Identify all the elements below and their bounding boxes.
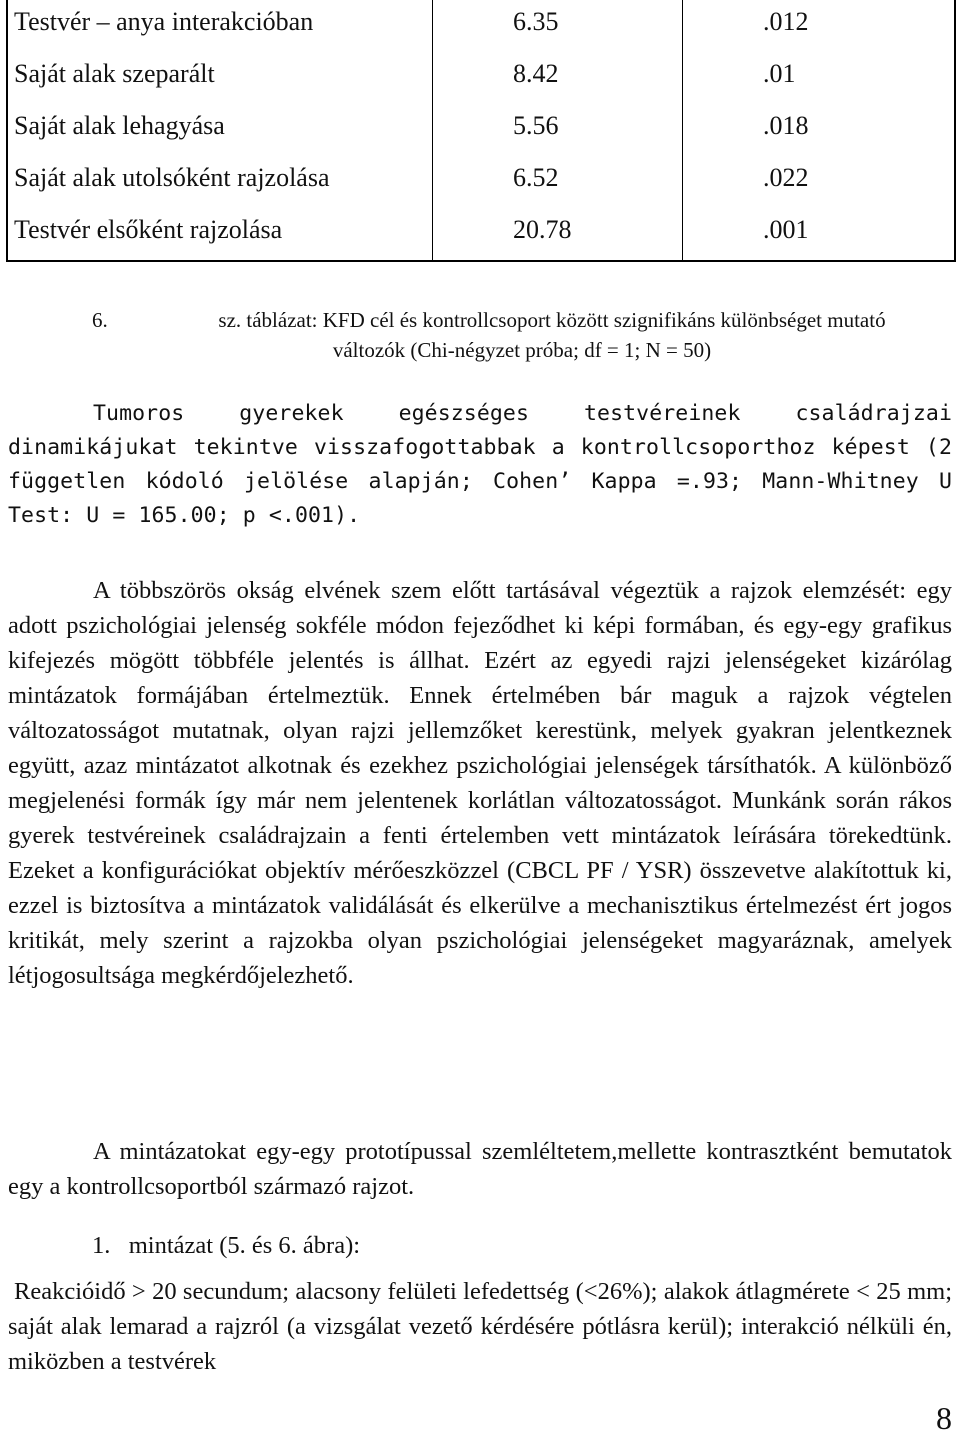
table-cell-p: .01 [763, 59, 796, 88]
table-cell-p: .022 [763, 163, 809, 192]
caption-line-2: változók (Chi-négyzet próba; df = 1; N = 50) [332, 338, 712, 362]
table-cell-p: .012 [763, 7, 809, 36]
results-table [6, 0, 956, 262]
paragraph-methodology: A többszörös okság elvének szem előtt tartásával végeztük a rajzok elemzését: egy adott pszichológiai jelenség sokféle módon fejeződhet ki képi formában, és egy-egy grafikus kifejezés mögött többféle jelentés is állhat. Ezért az egyedi rajzi jelenségeket kizárólag mintázatok formájában értelmeztük. Ennek értelmében bár maguk a rajzok végtelen változatosságot mutatnak, olyan rajzi jellemzőket kerestünk, melyek gyakran jelentkeznek együtt, azaz mintázatot alkotnak és ezekhez pszichológiai jelenségek társíthatók. A különböző megjelenési formák így már nem jelentenek korlátlan változatosságot. Munkánk során rákos gyerek testvéreinek családrajzain a fenti értelemben vett mintázatok leírására törekedtünk. Ezeket a konfigurációkat objektív mérőeszközzel (CBCL PF / YSR) összevetve alakítottuk ki, ezzel is biztosítva a mintázatok validálását és elkerülve a mechanisztikus értelmezést ért jogos kritikát, mely szerint a rajzokba olyan pszichológiai jelenségeket magyaráznak, amelyek létjogosultsága megkérdőjelezhető. [8, 577, 952, 989]
paragraph-prototypes: A mintázatokat egy-egy prototípussal szemléltetem,mellette kontrasztként bemutatok egy a kontrollcsoportból származó rajzot. [8, 1138, 952, 1200]
table-row [8, 204, 954, 256]
table-row [8, 152, 954, 204]
table-cell-value: 5.56 [513, 111, 559, 140]
paragraph-dynamics: Tumoros gyerekek egészséges testvéreinek családrajzai dinamikájukat tekintve visszafogottabbak a kontrollcsoporthoz képest (2 független kódoló jelölése alapján; Cohen’ Kappa =.93; Mann-Whitney U Test: U = 165.00; p <.001). [8, 401, 952, 528]
table-row [8, 100, 954, 152]
paragraph-pattern-1: Reakcióidő > 20 secundum; alacsony felületi lefedettség (<26%); alakok átlagmérete < 25 mm; saját alak lemarad a rajzról (a vizsgálat vezető kérdésére pótlásra kerül); interakció nélküli én, miközben a testvérek [8, 1278, 952, 1375]
table-cell-p: .018 [763, 111, 809, 140]
table-cell-value: 8.42 [513, 59, 559, 88]
table-cell-label: Saját alak lehagyása [14, 111, 225, 140]
page-number: 8 [936, 1400, 952, 1436]
table-cell-label: Saját alak szeparált [14, 59, 215, 88]
caption-number: 6. [92, 308, 108, 332]
table-cell-value: 6.35 [513, 7, 559, 36]
pattern-heading: 1. mintázat (5. és 6. ábra): [92, 1232, 361, 1259]
table-row [8, 0, 954, 48]
table-cell-label: Testvér elsőként rajzolása [14, 215, 283, 244]
table-cell-label: Testvér – anya interakcióban [14, 7, 314, 36]
table-cell-value: 6.52 [513, 163, 559, 192]
table-cell-value: 20.78 [513, 215, 572, 244]
caption-line-1: sz. táblázat: KFD cél és kontrollcsoport között szignifikáns különbséget mutató [218, 308, 886, 332]
table-row [8, 48, 954, 100]
table-cell-label: Saját alak utolsóként rajzolása [14, 163, 330, 192]
table-caption [92, 305, 952, 365]
table-cell-p: .001 [763, 215, 809, 244]
